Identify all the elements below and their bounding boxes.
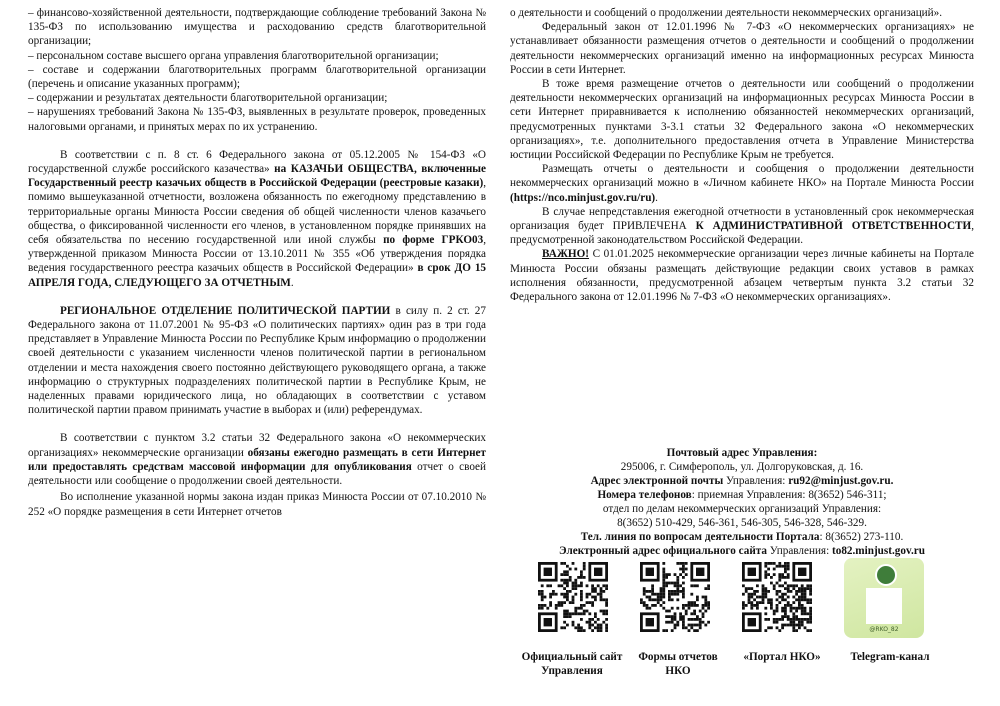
bullet-item: – нарушениях требований Закона № 135-ФЗ, выявленных в результате проверок, проведенных налоговыми органами, и принятых мерах по их устранению.	[28, 106, 486, 133]
postal-address: 295006, г. Симферополь, ул. Долгоруковская, д. 16.	[620, 461, 864, 473]
text: , утвержденной приказом Минюста России от 13.10.2011 № 355 «Об утверждения порядка ведения государственного реестра казачьих обществ в Российской Федерации»	[28, 234, 487, 275]
bold-text: РЕГИОНАЛЬНОЕ ОТДЕЛЕНИЕ ПОЛИТИЧЕСКОЙ ПАРТИИ	[60, 304, 391, 317]
text: .	[655, 191, 658, 204]
phones-text: : приемная Управления: 8(3652) 546-311;	[691, 489, 887, 501]
bullet-item: – персональном составе высшего органа управления благотворительной организации;	[28, 49, 439, 62]
text: В соответствии с пунктом 3.2 статьи 32 Федерального закона «О некоммерческих организациях» некоммерческие организации	[28, 432, 486, 459]
site-label: Электронный адрес официального сайта	[559, 545, 767, 557]
text: отчет о своей деятельности или сообщение о продолжении своей деятельности.	[28, 460, 486, 488]
important-label: ВАЖНО!	[542, 248, 590, 261]
text: , помимо вышеуказанной отчетности, возложена обязанность по ежегодному представлению в территориальные органы Минюста России сведения об общей численности членов казачьего общества, о фиксированной численности его членов, в установленном порядке принявших на себя обязательства по несению государственной или иной службы	[28, 177, 486, 247]
text: , предусмотренной законодательством Российской Федерации.	[510, 220, 974, 247]
qr-code-icon	[866, 588, 902, 624]
hotline-label: Тел. линия по вопросам деятельности Портала	[580, 531, 820, 543]
law-paragraph: Федеральный закон от 12.01.1996 № 7-ФЗ «О некоммерческих организациях» не устанавливает обязанности размещения отчетов о деятельности и сообщений о продолжении деятельности некоммерческих организаций именно на информационных ресурсах Минюста России в сети Интернет.	[510, 21, 974, 76]
email-value: ru92@minjust.gov.ru.	[788, 475, 894, 487]
qr-code-icon	[640, 562, 710, 632]
text: Управления:	[723, 475, 789, 487]
bold-text: на КАЗАЧЬИ ОБЩЕСТВА, включенные Государственный реестр казачьих обществ в Российской Федерации (реестровые казаки)	[28, 163, 487, 190]
qr-report-forms[interactable]	[640, 562, 710, 632]
qr-captions	[510, 650, 974, 690]
cossack-paragraph	[28, 148, 486, 290]
caption-telegram: Telegram-канал	[850, 651, 930, 663]
telegram-handle: @RKO_82	[869, 626, 899, 633]
hotline-value: : 8(3652) 273-110.	[819, 531, 904, 543]
qr-nko-portal[interactable]	[742, 562, 812, 632]
site-value: to82.minjust.gov.ru	[832, 545, 925, 557]
phones-list: 8(3652) 510-429, 546-361, 546-305, 546-328, 546-329.	[617, 517, 867, 529]
bullet-item: – содержании и результатах деятельности благотворительной организации;	[28, 92, 388, 105]
text: Размещать отчеты о деятельности и сообщения о продолжении деятельности некоммерческих организаций можно в «Личном кабинете НКО» на Портале Минюста России	[510, 163, 974, 190]
qr-row	[510, 562, 974, 632]
party-paragraph	[28, 304, 486, 418]
bold-text: по форме ГРКО03	[383, 234, 484, 247]
caption-report-forms: Формы отчетов НКО	[638, 651, 718, 677]
bullet-item: – составе и содержании благотворительных программ благотворительной организации (перечень и описание указанных программ);	[28, 63, 486, 91]
bullet-item: – финансово-хозяйственной деятельности, подтверждающие соблюдение требований Закона № 135-ФЗ по использованию имущества и расходованию средств благотворительной организации;	[28, 7, 486, 48]
text: В соответствии с п. 8 ст. 6 Федерального закона от 05.12.2005 № 154-ФЗ «О государственной службе российского казачества»	[28, 148, 486, 176]
text: С 01.01.2025 некоммерческие организации через личные кабинеты на Портале Минюста России обязаны размещать действующие редакции своих уставов в рамках исполнения обязанности, предусмотренной абзацем четвертым пункта 3.2 статьи 32 Федерального закона от 12.01.1996 № 7-ФЗ «О некоммерческих организациях».	[510, 248, 974, 304]
caption-nko-portal: «Портал НКО»	[743, 651, 821, 663]
left-column	[28, 6, 486, 519]
cabinet-paragraph	[510, 162, 974, 205]
bold-text: К АДМИНИСТРАТИВНОЙ ОТВЕТСТВЕННОСТИ	[695, 220, 972, 233]
bold-text: обязаны ежегодно размещать в сети Интернет или предоставлять средствам массовой информации для опубликования	[28, 446, 486, 473]
qr-code-icon	[538, 562, 608, 632]
equivalence-paragraph: В тоже время размещение отчетов о деятельности или сообщений о продолжении деятельности некоммерческих организаций на информационных ресурсах Минюста России в сети Интернет приравнивается к исполнению обязанностей некоммерческих организаций, предусмотренных пунктами 3-3.1 статьи 32 Федерального закона «О некоммерческих организациях», т.е. дополнительного предоставления отчета в Управление Министерства юстиции Российской Федерации по Республике Крым не требуется.	[510, 78, 974, 162]
contacts-block	[510, 446, 974, 558]
phones-nko: отдел по делам некоммерческих организаций Управления:	[602, 503, 882, 515]
qr-telegram[interactable]	[844, 558, 924, 638]
emblem-icon	[875, 564, 897, 586]
caption-official-site: Официальный сайт Управления	[521, 651, 623, 677]
text: в силу п. 2 ст. 27 Федерального закона от 11.07.2001 № 95-ФЗ «О политических партиях» один раз в три года представляет в Управление Минюста России по Республике Крым информацию о продолжении своей деятельности с указанием численности членов политической партии в региональном отделении и места нахождения своего постоянно действующего руководящего органа, а также информацию о структурных подразделениях политической партии в Республике Крым, не наделенных правами юридического лица, но обладающих в соответствии с уставом политической партии правом принимать участие в выборах и (или) референдумах.	[28, 304, 486, 417]
qr-code-icon	[742, 562, 812, 632]
text: .	[290, 276, 294, 289]
order-paragraph: Во исполнение указанной нормы закона издан приказ Минюста России от 07.10.2010 № 252 «О порядке размещения в сети Интернет отчетов	[28, 491, 486, 518]
nko-paragraph	[28, 431, 486, 488]
text: В случае непредставления ежегодной отчетности в установленный срок некоммерческая организация будет ПРИВЛЕЧЕНА	[510, 205, 974, 233]
right-column	[510, 6, 974, 304]
phones-label: Номера телефонов	[597, 489, 692, 501]
qr-official-site[interactable]	[538, 562, 608, 632]
postal-label: Почтовый адрес Управления:	[666, 447, 818, 459]
liability-paragraph	[510, 205, 974, 248]
text: Управления:	[767, 545, 832, 557]
important-paragraph	[510, 247, 974, 304]
portal-link: (https://nco.minjust.gov.ru/ru)	[510, 191, 656, 204]
email-label: Адрес электронной почты	[590, 475, 724, 487]
bold-text: в срок ДО 15 АПРЕЛЯ ГОДА, СЛЕДУЮЩЕГО ЗА ОТЧЕТНЫМ	[28, 262, 487, 289]
continuation-paragraph: о деятельности и сообщений о продолжении деятельности некоммерческих организаций».	[510, 7, 943, 19]
